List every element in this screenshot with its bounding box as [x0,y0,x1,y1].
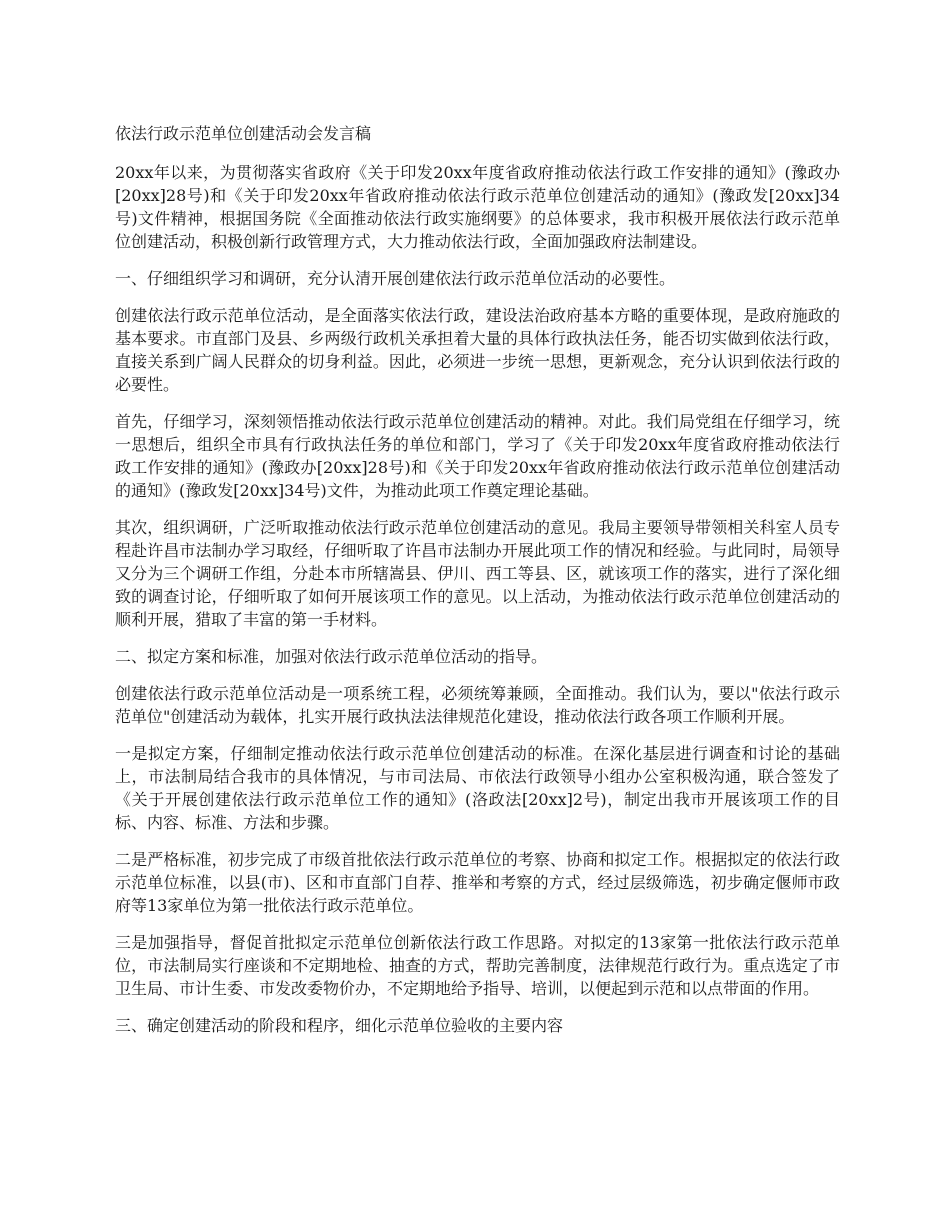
paragraph: 三是加强指导，督促首批拟定示范单位创新依法行政工作思路。对拟定的13家第一批依法行政示范单位，市法制局实行座谈和不定期地检、抽查的方式，帮助完善制度，法律规范行政行为。重点选定了市卫生局、市计生委、市发改委物价办，不定期地给予指导、培训，以便起到示范和以点带面的作用。 [115,933,840,998]
document-title: 依法行政示范单位创建活动会发言稿 [115,124,372,143]
section-heading-1: 一、仔细组织学习和调研，充分认清开展创建依法行政示范单位活动的必要性。 [115,269,676,288]
paragraph: 其次，组织调研，广泛听取推动依法行政示范单位创建活动的意见。我局主要领导带领相关科室人员专程赴许昌市法制办学习取经，仔细听取了许昌市法制办开展此项工作的情况和经验。与此同时，局领导又分为三个调研工作组，分赴本市所辖嵩县、伊川、西工等县、区，就该项工作的落实，进行了深化细致的调查讨论，仔细听取了如何开展该项工作的意见。以上活动，为推动依法行政示范单位创建活动的顺利开展，猎取了丰富的第一手材料。 [115,518,840,629]
paragraph: 二是严格标准，初步完成了市级首批依法行政示范单位的考察、协商和拟定工作。根据拟定的依法行政示范单位标准，以县(市)、区和市直部门自荐、推举和考察的方式，经过层级筛选，初步确定偃师市政府等13家单位为第一批依法行政示范单位。 [115,850,840,915]
paragraph: 创建依法行政示范单位活动，是全面落实依法行政，建设法治政府基本方略的重要体现，是政府施政的基本要求。市直部门及县、乡两级行政机关承担着大量的具体行政执法任务，能否切实做到依法行政，直接关系到广阔人民群众的切身利益。因此，必须进一步统一思想，更新观念，充分认识到依法行政的必要性。 [115,306,840,394]
paragraph-intro: 20xx年以来，为贯彻落实省政府《关于印发20xx年度省政府推动依法行政工作安排的通知》(豫政办[20xx]28号)和《关于印发20xx年省政府推动依法行政示范单位创建活动的通知》(豫政发[20xx]34号)文件精神，根据国务院《全面推动依法行政实施纲要》的总体要求，我市积极开展依法行政示范单位创建活动，积极创新行政管理方式，大力推动依法行政，全面加强政府法制建设。 [115,163,840,251]
section-heading-2: 二、拟定方案和标准，加强对依法行政示范单位活动的指导。 [115,647,548,666]
paragraph: 首先，仔细学习，深刻领悟推动依法行政示范单位创建活动的精神。对此。我们局党组在仔细学习，统一思想后，组织全市具有行政执法任务的单位和部门，学习了《关于印发20xx年度省政府推动依法行政工作安排的通知》(豫政办[20xx]28号)和《关于印发20xx年省政府推动依法行政示范单位创建活动的通知》(豫政发[20xx]34号)文件，为推动此项工作奠定理论基础。 [115,412,840,500]
paragraph: 一是拟定方案，仔细制定推动依法行政示范单位创建活动的标准。在深化基层进行调查和讨论的基础上，市法制局结合我市的具体情况，与市司法局、市依法行政领导小组办公室积极沟通，联合签发了《关于开展创建依法行政示范单位工作的通知》(洛政法[20xx]2号)，制定出我市开展该项工作的目标、内容、标准、方法和步骤。 [115,744,840,832]
document-page [115,122,840,1051]
section-heading-3: 三、确定创建活动的阶段和程序，细化示范单位验收的主要内容 [115,1016,564,1035]
paragraph: 创建依法行政示范单位活动是一项系统工程，必须统筹兼顾，全面推动。我们认为，要以"依法行政示范单位"创建活动为载体，扎实开展行政执法法律规范化建设，推动依法行政各项工作顺利开展。 [115,684,840,726]
